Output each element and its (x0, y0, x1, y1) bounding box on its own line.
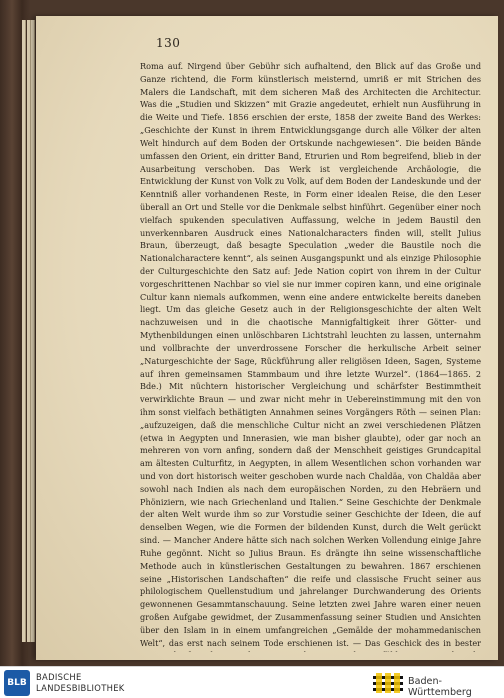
library-name-line2: LANDESBIBLIOTHEK (36, 683, 125, 693)
baden-wuerttemberg-lions-icon (372, 673, 404, 693)
blb-logo[interactable]: BLB (4, 670, 30, 696)
library-name-line1: BADISCHE (36, 672, 82, 682)
footer-bar (0, 666, 504, 698)
page-edge (31, 20, 35, 642)
page-number: 130 (156, 36, 181, 50)
page-edge (22, 20, 26, 642)
page-body-text: Roma auf. Nirgend über Gebühr sich aufhaltend, den Blick auf das Große und Ganze richtend, die Form künstlerisch meisternd, umriß er mit Strichen des Malers die Landschaft, mit dem sicheren Maß des Architecten die Architectur. Was die „Studien und Skizzen“ mit Grazie angedeutet, erhielt nun Ausführung in die Weite und Tiefe. 1856 erschien der erste, 1858 der zweite Band des Werkes: „Geschichte der Kunst in ihrem Entwicklungsgange durch alle Völker der alten Welt hindurch auf dem Boden der Ortskunde nachgewiesen“. Die beiden Bände umfassen den Orient, ein dritter Band, Etrurien und Rom begreifend, blieb in der Ausarbeitung verschoben. Das Werk ist vergleichende Archäologie, die Entwicklung der Kunst von Volk zu Volk, auf dem Boden der Landeskunde und der Kenntniß aller vorhandenen Reste, in Form einer idealen Reise, die den Leser überall an Ort und Stelle vor die Denkmale selbst hinführt. Gegenüber einer noch vielfach spukenden speculativen Auffassung, welche in jedem Baustil den unverkennbaren Ausdruck eines Nationalcharacters finden will, stellt Julius Braun, überzeugt, daß besagte Speculation „weder die Baustile noch die Nationalcharactere kennt“, als seinen Ausgangspunkt und als einzige Philosophie der Culturgeschichte den Satz auf: Jede Nation copirt von ihrem in der Cultur vorgeschrittenen Nachbar so viel sie nur immer copiren kann, und eine originale Cultur kann niemals aufkommen, wenn eine andere entwickelte bereits daneben liegt. Um das gleiche Gesetz auch in der Religionsgeschichte der alten Welt nachzuweisen und in die chaotische Mannigfaltigkeit ihrer Götter- und Mythenbildungen einen unlöschbaren Lichtstrahl leuchten zu lassen, unternahm und vollbrachte der unverdrossene Forscher die herkulische Arbeit seiner „Naturgeschichte der Sage, Rückführung aller religiösen Ideen, Sagen, Systeme auf ihren gemeinsamen Stammbaum und ihre letzte Wurzel“. (1864—1865. 2 Bde.) Mit nüchtern historischer Vergleichung und schärfster Bestimmtheit verwirklichte Braun — und zwar nicht mehr in Uebereinstimmung mit den von ihm sonst vielfach bethätigten Annahmen seines Vorgängers Röth — seinen Plan: „aufzuzeigen, daß die menschliche Cultur nicht an zwei verschiedenen Plätzen (etwa in Aegypten und Innerasien, wie man bisher glaubte), oder gar noch an mehreren von vorn anfing, sondern daß der Menschheit geistiges Grundcapital am ältesten Culturfitz, in Aegypten, in allem Wesentlichen schon vorhanden war und von dort historisch weiter geschoben wurde nach Chaldäa, von Chaldäa aber sowohl nach Indien als nach dem europäischen Norden, zu den Hebräern und Phöniziern, wie nach Griechenland und Italien.“ Seine Geschichte der Denkmale der alten Welt wurde ihm so zur Vorstudie seiner Geschichte der Ideen, die auf denselben Wegen, wie die Formen der bildenden Kunst, durch die Welt gerückt sind. — Mancher Andere hätte sich nach solchen Werken Vollendung einige Jahre Ruhe gegönnt. Nicht so Julius Braun. Es drängte ihn seine wissenschaftliche Methode auch in künstlerischen Gestaltungen zu bewahren. 1867 erschienen seine „Historischen Landschaften“ die reife und classische Frucht seiner aus philologischem Quellenstudium und jahrelanger Durchwanderung des Orients gewonnenen Gesammtanschauung. Seine letzten zwei Jahre waren einer neuen großen Aufgabe gewidmet, der Zusammenfassung seiner Studien und Ansichten über den Islam in in einem umfangreichen „Gemälde der mohammedanischen Welt“, das erst nach seinem Tode erschienen ist. — Das Geschick des in bester (140, 61, 482, 648)
state-name[interactable]: Baden-Württemberg (408, 676, 472, 698)
library-name[interactable] (36, 672, 125, 694)
book-page (36, 16, 498, 660)
